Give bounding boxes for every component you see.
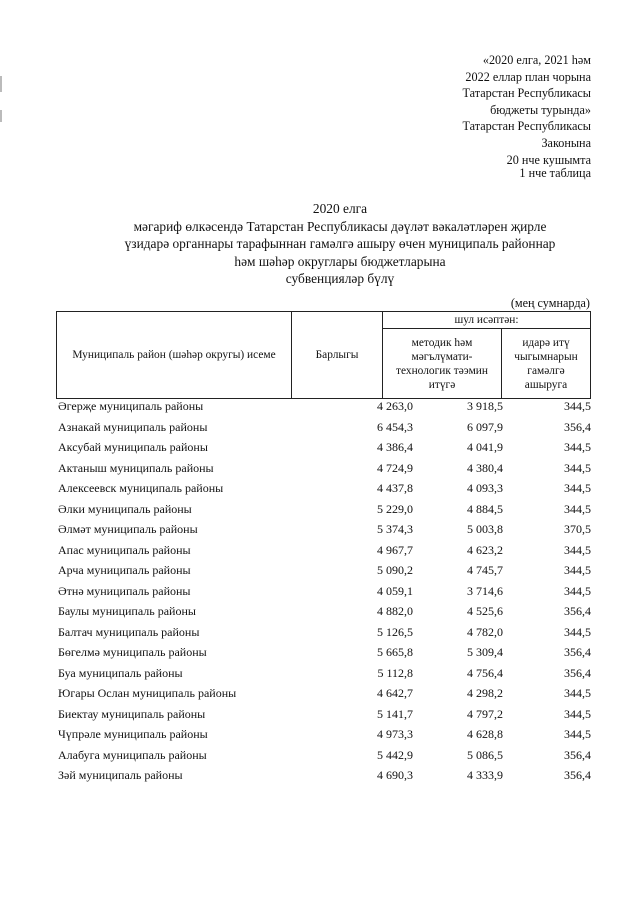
- admin-cell: 344,5: [564, 563, 591, 577]
- total-cell: 5 665,8: [377, 645, 413, 659]
- total-cell: 4 642,7: [377, 686, 413, 700]
- header-including: шул исәптән:: [383, 312, 591, 329]
- annex-line: Татарстан Республикасы: [462, 86, 591, 101]
- table-number: 1 нче таблица: [519, 166, 591, 180]
- total-cell: 6 454,3: [377, 419, 413, 434]
- table-row: [58, 724, 591, 745]
- total-cell: 4 059,1: [377, 583, 413, 598]
- total-cell: 5 126,5: [377, 624, 413, 639]
- district-name-cell: Апас муниципаль районы: [58, 542, 191, 557]
- district-name-cell: Алабуга муниципаль районы: [58, 747, 207, 762]
- annex-reference: [462, 52, 591, 168]
- table-row: [58, 519, 591, 540]
- total-cell: 4 437,8: [377, 481, 413, 495]
- table-row: [58, 663, 591, 684]
- admin-cell: 356,4: [564, 768, 591, 782]
- admin-cell: 344,5: [564, 542, 591, 557]
- total-cell: 4 690,3: [377, 768, 413, 782]
- table-row: [58, 745, 591, 766]
- district-name-cell: Алексеевск муниципаль районы: [58, 481, 224, 495]
- table-row: [58, 560, 591, 581]
- method-cell: 3 714,6: [467, 583, 503, 598]
- district-name-cell: Биектау муниципаль районы: [58, 706, 206, 721]
- table-row: [58, 581, 591, 602]
- district-name-cell: Актаныш муниципаль районы: [58, 460, 214, 475]
- admin-cell: 344,5: [564, 399, 591, 413]
- total-cell: 5 141,7: [377, 706, 413, 721]
- admin-cell: 356,4: [564, 665, 591, 680]
- admin-cell: 344,5: [564, 501, 591, 516]
- method-cell: 4 782,0: [467, 624, 503, 639]
- method-cell: 4 628,8: [467, 727, 503, 741]
- district-name-cell: Әлки муниципаль районы: [58, 501, 192, 516]
- table-row: [58, 683, 591, 704]
- table-row: [58, 417, 591, 438]
- total-cell: 4 967,7: [377, 542, 413, 557]
- annex-line: 20 нче кушымта: [506, 152, 591, 167]
- method-cell: 4 884,5: [467, 501, 503, 516]
- total-cell: 4 973,3: [377, 727, 413, 741]
- table-row: [58, 396, 591, 417]
- method-cell: 3 918,5: [467, 399, 503, 413]
- admin-cell: 344,5: [564, 727, 591, 741]
- total-cell: 4 263,0: [377, 399, 413, 413]
- district-name-cell: Балтач муниципаль районы: [58, 624, 200, 639]
- title-line: мәгариф өлкәсендә Татарстан Республикасы дәүләт вәкаләтләрен җирле: [133, 218, 547, 234]
- method-cell: 4 333,9: [467, 768, 503, 782]
- total-cell: 5 374,3: [377, 522, 413, 536]
- admin-cell: 344,5: [564, 481, 591, 495]
- title-line: 2020 елга: [312, 201, 368, 216]
- district-name-cell: Бөгелмә муниципаль районы: [58, 645, 207, 659]
- district-name-cell: Зәй муниципаль районы: [58, 768, 183, 782]
- scan-edge-mark: [0, 76, 2, 92]
- table-row: [58, 704, 591, 725]
- annex-line: «2020 елга, 2021 һәм: [482, 53, 591, 67]
- district-name-cell: Азнакай муниципаль районы: [58, 419, 208, 434]
- table-row: [58, 540, 591, 561]
- total-cell: 5 090,2: [377, 563, 413, 577]
- method-cell: 4 298,2: [467, 686, 503, 700]
- header-admin: идарә итү чыгымнарын гамәлгә ашыруга: [502, 329, 591, 399]
- units-note: (мең сумнарда): [510, 296, 590, 310]
- admin-cell: 344,5: [564, 460, 591, 475]
- admin-cell: 356,4: [564, 604, 591, 618]
- total-cell: 4 882,0: [377, 604, 413, 618]
- method-cell: 5 309,4: [467, 645, 503, 659]
- annex-line: Законына: [541, 135, 591, 150]
- method-cell: 4 041,9: [467, 440, 503, 454]
- title-line: үзидарә органнары тарафыннан гамәлгә ашыру өчен муниципаль районнар: [124, 236, 556, 252]
- district-name-cell: Буа муниципаль районы: [58, 665, 183, 680]
- header-method: методик һәм мәгълүмати-технологик тәэмин итүгә: [383, 329, 502, 399]
- district-name-cell: Әтнә муниципаль районы: [58, 583, 191, 598]
- method-cell: 4 745,7: [467, 563, 503, 577]
- table-header: [56, 311, 591, 399]
- method-cell: 5 003,8: [467, 522, 503, 536]
- method-cell: 4 623,2: [467, 542, 503, 557]
- admin-cell: 344,5: [564, 624, 591, 639]
- method-cell: 5 086,5: [467, 747, 503, 762]
- header-total: Барлыгы: [292, 312, 383, 399]
- total-cell: 5 229,0: [377, 501, 413, 516]
- table-row: [58, 601, 591, 622]
- table-row: [58, 437, 591, 458]
- method-cell: 4 093,3: [467, 481, 503, 495]
- district-name-cell: Югары Ослан муниципаль районы: [58, 686, 237, 700]
- total-cell: 4 386,4: [377, 440, 413, 454]
- admin-cell: 344,5: [564, 440, 591, 454]
- district-name-cell: Әгерҗе муниципаль районы: [58, 399, 204, 413]
- title-line: һәм шәһәр округлары бюджетларына: [234, 253, 446, 269]
- admin-cell: 344,5: [564, 686, 591, 700]
- admin-cell: 344,5: [564, 583, 591, 598]
- method-cell: 4 797,2: [467, 706, 503, 721]
- district-name-cell: Чүпрәле муниципаль районы: [58, 727, 208, 741]
- header-name: Муниципаль район (шәһәр округы) исеме: [57, 312, 292, 399]
- district-name-cell: Аксубай муниципаль районы: [58, 440, 208, 454]
- annex-line: бюджеты турында»: [490, 102, 591, 117]
- table-body: [58, 396, 591, 786]
- admin-cell: 356,4: [564, 645, 591, 659]
- table-row: [58, 478, 591, 499]
- total-cell: 4 724,9: [377, 460, 413, 475]
- admin-cell: 370,5: [564, 522, 591, 536]
- total-cell: 5 442,9: [377, 747, 413, 762]
- table-row: [58, 499, 591, 520]
- method-cell: 6 097,9: [467, 419, 503, 434]
- table-row: [58, 458, 591, 479]
- method-cell: 4 525,6: [467, 604, 503, 618]
- admin-cell: 356,4: [564, 747, 591, 762]
- annex-line: 2022 еллар план чорына: [465, 69, 591, 84]
- total-cell: 5 112,8: [377, 665, 413, 680]
- document-title: [40, 200, 640, 288]
- district-name-cell: Баулы муниципаль районы: [58, 604, 196, 618]
- table-row: [58, 642, 591, 663]
- admin-cell: 356,4: [564, 419, 591, 434]
- method-cell: 4 756,4: [467, 665, 503, 680]
- scan-edge-mark: [0, 110, 2, 122]
- title-line: субвенцияләр бүлү: [285, 271, 395, 287]
- annex-line: Татарстан Республикасы: [462, 119, 591, 134]
- district-name-cell: Әлмәт муниципаль районы: [58, 522, 198, 536]
- admin-cell: 344,5: [564, 706, 591, 721]
- table-row: [58, 622, 591, 643]
- district-name-cell: Арча муниципаль районы: [58, 563, 191, 577]
- table-row: [58, 765, 591, 786]
- method-cell: 4 380,4: [467, 460, 503, 475]
